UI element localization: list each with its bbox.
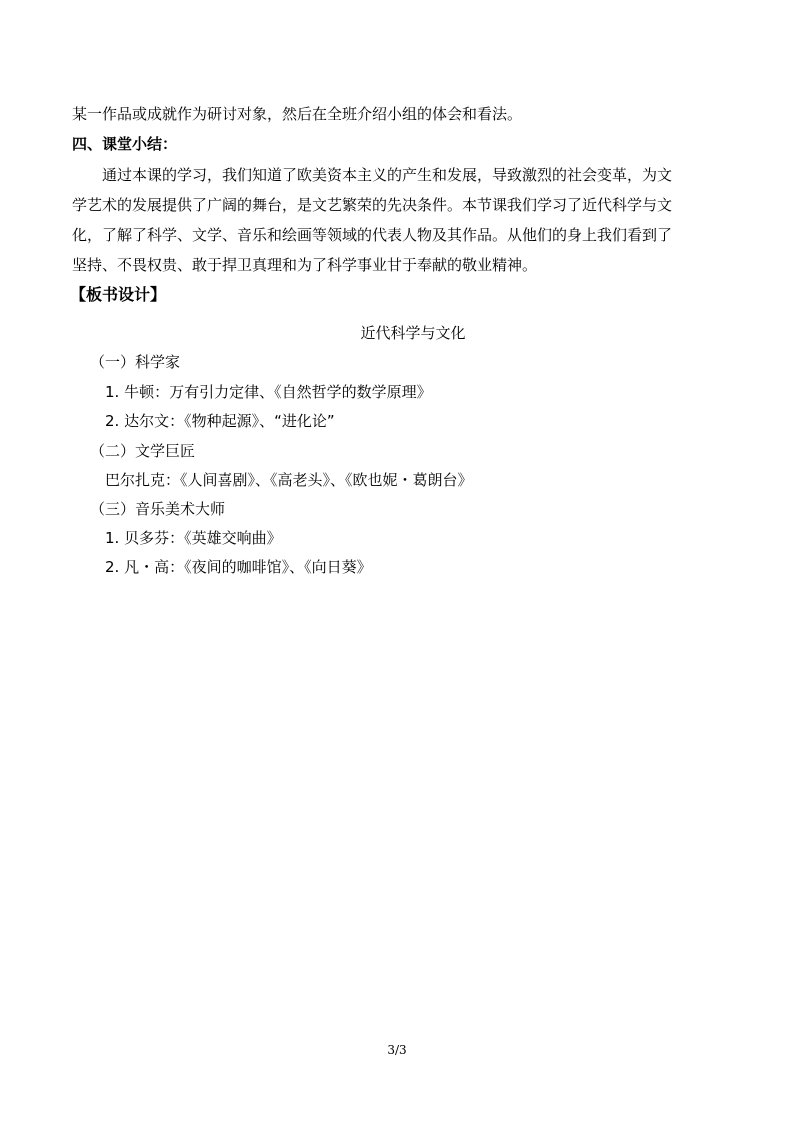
board-line: 巴尔扎克：《人间喜剧》、《高老头》、《欧也妮・葛朗台》: [105, 471, 473, 489]
board-line: 1. 牛顿：万有引力定律、《自然哲学的数学原理》: [105, 383, 432, 401]
summary-line: 坚持、不畏权贵、敢于捍卫真理和为了科学事业甘于奉献的敬业精神。: [72, 256, 538, 274]
page-number: 3/3: [387, 1043, 407, 1057]
board-design-heading: 【板书设计】: [70, 285, 167, 304]
top-paragraph-line: 某一作品或成就作为研讨对象，然后在全班介绍小组的体会和看法。: [72, 105, 523, 123]
board-line: （一）科学家: [90, 353, 181, 371]
board-line: （二）文学巨匠: [90, 442, 196, 460]
summary-heading: 四、课堂小结：: [72, 135, 178, 153]
summary-line: 通过本课的学习，我们知道了欧美资本主义的产生和发展，导致激烈的社会变革，为文: [102, 166, 673, 184]
board-line: 1. 贝多芬：《英雄交响曲》: [105, 529, 282, 547]
board-title: 近代科学与文化: [360, 324, 466, 342]
board-line: 2. 凡・高：《夜间的咖啡馆》、《向日葵》: [105, 558, 372, 576]
board-line: 2. 达尔文：《物种起源》、“进化论”: [105, 412, 335, 430]
board-line: （三）音乐美术大师: [90, 500, 226, 518]
summary-line: 学艺术的发展提供了广阔的舞台，是文艺繁荣的先决条件。本节课我们学习了近代科学与文: [72, 196, 673, 214]
summary-line: 化，了解了科学、文学、音乐和绘画等领域的代表人物及其作品。从他们的身上我们看到了: [72, 226, 673, 244]
